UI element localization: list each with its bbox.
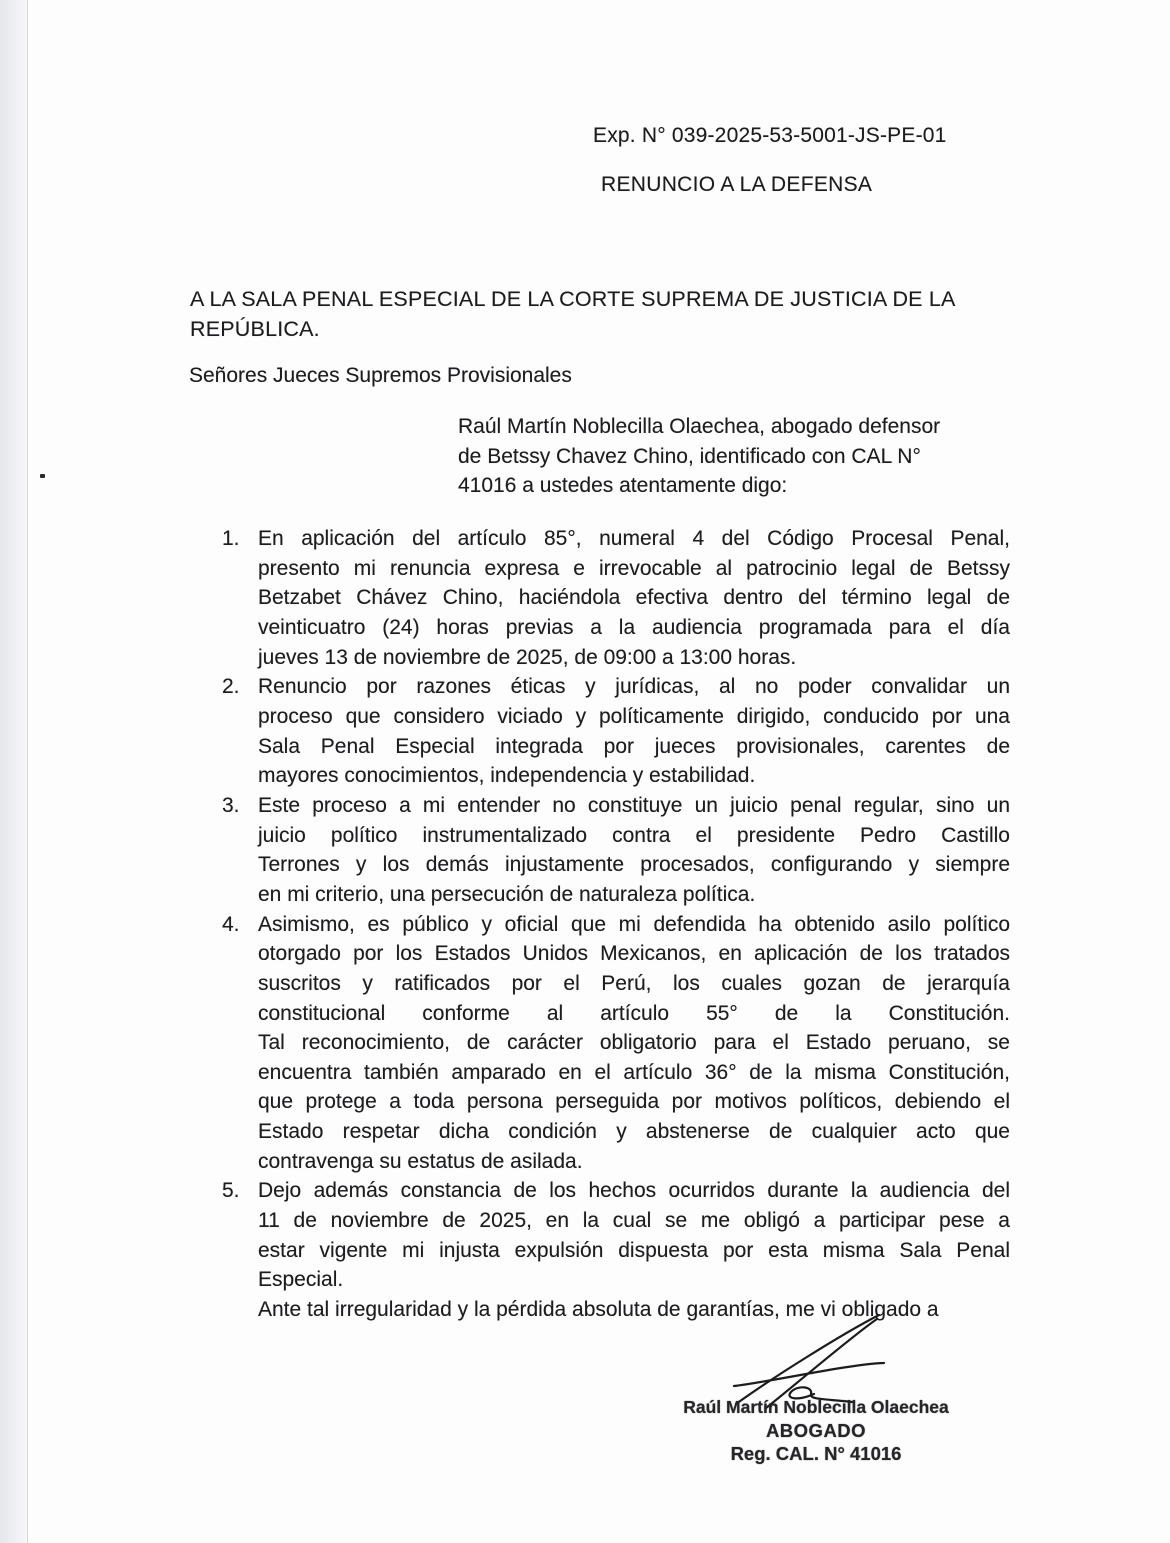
list-item-line: suscritos y ratificados por el Perú, los cuales gozan de jerarquía [258,971,1010,995]
list-item [222,672,1010,791]
list-item-line: Especial. [258,1268,344,1292]
list-item [222,524,1010,672]
list-item-line: juicio político instrumentalizado contra el presidente Pedro Castillo [258,823,1010,847]
addressee-heading [190,284,956,344]
list-item-line: 11 de noviembre de 2025, en la cual se me obligó a participar pese a [258,1209,1010,1233]
list-item-line: Dejo además constancia de los hechos ocurridos durante la audiencia del [258,1179,1010,1203]
stamp-name: Raúl Martín Noblecilla Olaechea [683,1397,949,1417]
list-item-line: En aplicación del artículo 85°, numeral 4 del Código Procesal Penal, [258,527,1010,550]
stamp-role: ABOGADO [765,1420,867,1441]
list-item-number: 2. [222,675,240,699]
list-item-line: constitucional conforme al artículo 55° de la Constitución. [258,1001,1010,1025]
list-item-line: estar vigente mi injusta expulsión dispuesta por esta misma Sala Penal [258,1238,1010,1262]
introduction-line: 41016 a ustedes atentamente digo: [458,474,788,497]
list-item-line: contravenga su estatus de asilada. [258,1149,583,1173]
list-item-line: Estado respetar dicha condición y abstenerse de cualquier acto que [258,1120,1010,1144]
list-item-line: Terrones y los demás injustamente procesados, configurando y siempre [258,853,1010,877]
list-item-line: encuentra también amparado en el artículo 36° de la misma Constitución, [258,1060,1010,1084]
addressee-line: A LA SALA PENAL ESPECIAL DE LA CORTE SUPREMA DE JUSTICIA DE LA [190,287,956,311]
list-item-line: otorgado por los Estados Unidos Mexicanos, en aplicación de los tratados [258,942,1010,966]
list-item-line: Asimismo, es público y oficial que mi defendida ha obtenido asilo político [258,912,1010,936]
case-number: Exp. N° 039-2025-53-5001-JS-PE-01 [593,124,947,147]
list-item [222,791,1010,910]
list-item-line: veinticuatro (24) horas previas a la audiencia programada para el día [258,615,1010,639]
scan-edge-strip [0,0,28,1543]
list-item-line: presento mi renuncia expresa e irrevocable al patrocinio legal de Betssy [258,556,1010,580]
stamp-registration: Reg. CAL. N° 41016 [730,1443,902,1464]
list-item-line: en mi criterio, una persecución de naturaleza política. [258,882,756,906]
list-item-line: Tal reconocimiento, de carácter obligatorio para el Estado peruano, se [258,1031,1010,1055]
list-item-number: 3. [222,793,240,817]
list-item-line: que protege a toda persona perseguida por motivos políticos, debiendo el [258,1090,1010,1114]
list-item-line: Este proceso a mi entender no constituye un juicio penal regular, sino un [258,793,1010,817]
list-item-line: proceso que considero viciado y políticamente dirigido, conducido por una [258,704,1010,728]
continuation-line: Ante tal irregularidad y la pérdida absoluta de garantías, me vi obligado a [258,1298,939,1322]
list-item-number: 4. [222,912,240,936]
list-item-line: Betzabet Chávez Chino, haciéndola efectiva dentro del término legal de [258,586,1010,610]
lawyer-stamp [680,1396,952,1465]
list-item-line: Sala Penal Especial integrada por jueces provisionales, carentes de [258,734,1010,758]
list-item-line: jueves 13 de noviembre de 2025, de 09:00 a 13:00 horas. [258,645,797,669]
addressee-line: REPÚBLICA. [190,317,320,341]
list-item-line: Renuncio por razones éticas y jurídicas, al no poder convalidar un [258,675,1010,699]
list-item-line: mayores conocimientos, independencia y estabilidad. [258,764,756,788]
list-item-number: 5. [222,1179,240,1203]
introduction-line: de Betssy Chavez Chino, identificado con CAL N° [458,444,921,468]
signature-strokes-icon [700,1306,900,1410]
numbered-list [222,524,1010,1325]
list-item [222,1176,1010,1295]
list-item [222,910,1010,1177]
handwritten-signature [700,1306,900,1410]
introduction-block [458,412,940,501]
list-item-number: 1. [222,527,240,550]
document-title: RENUNCIO A LA DEFENSA [601,173,873,196]
salutation: Señores Jueces Supremos Provisionales [189,364,572,387]
introduction-line: Raúl Martín Noblecilla Olaechea, abogado defensor [458,415,941,438]
scan-speck [40,474,45,478]
